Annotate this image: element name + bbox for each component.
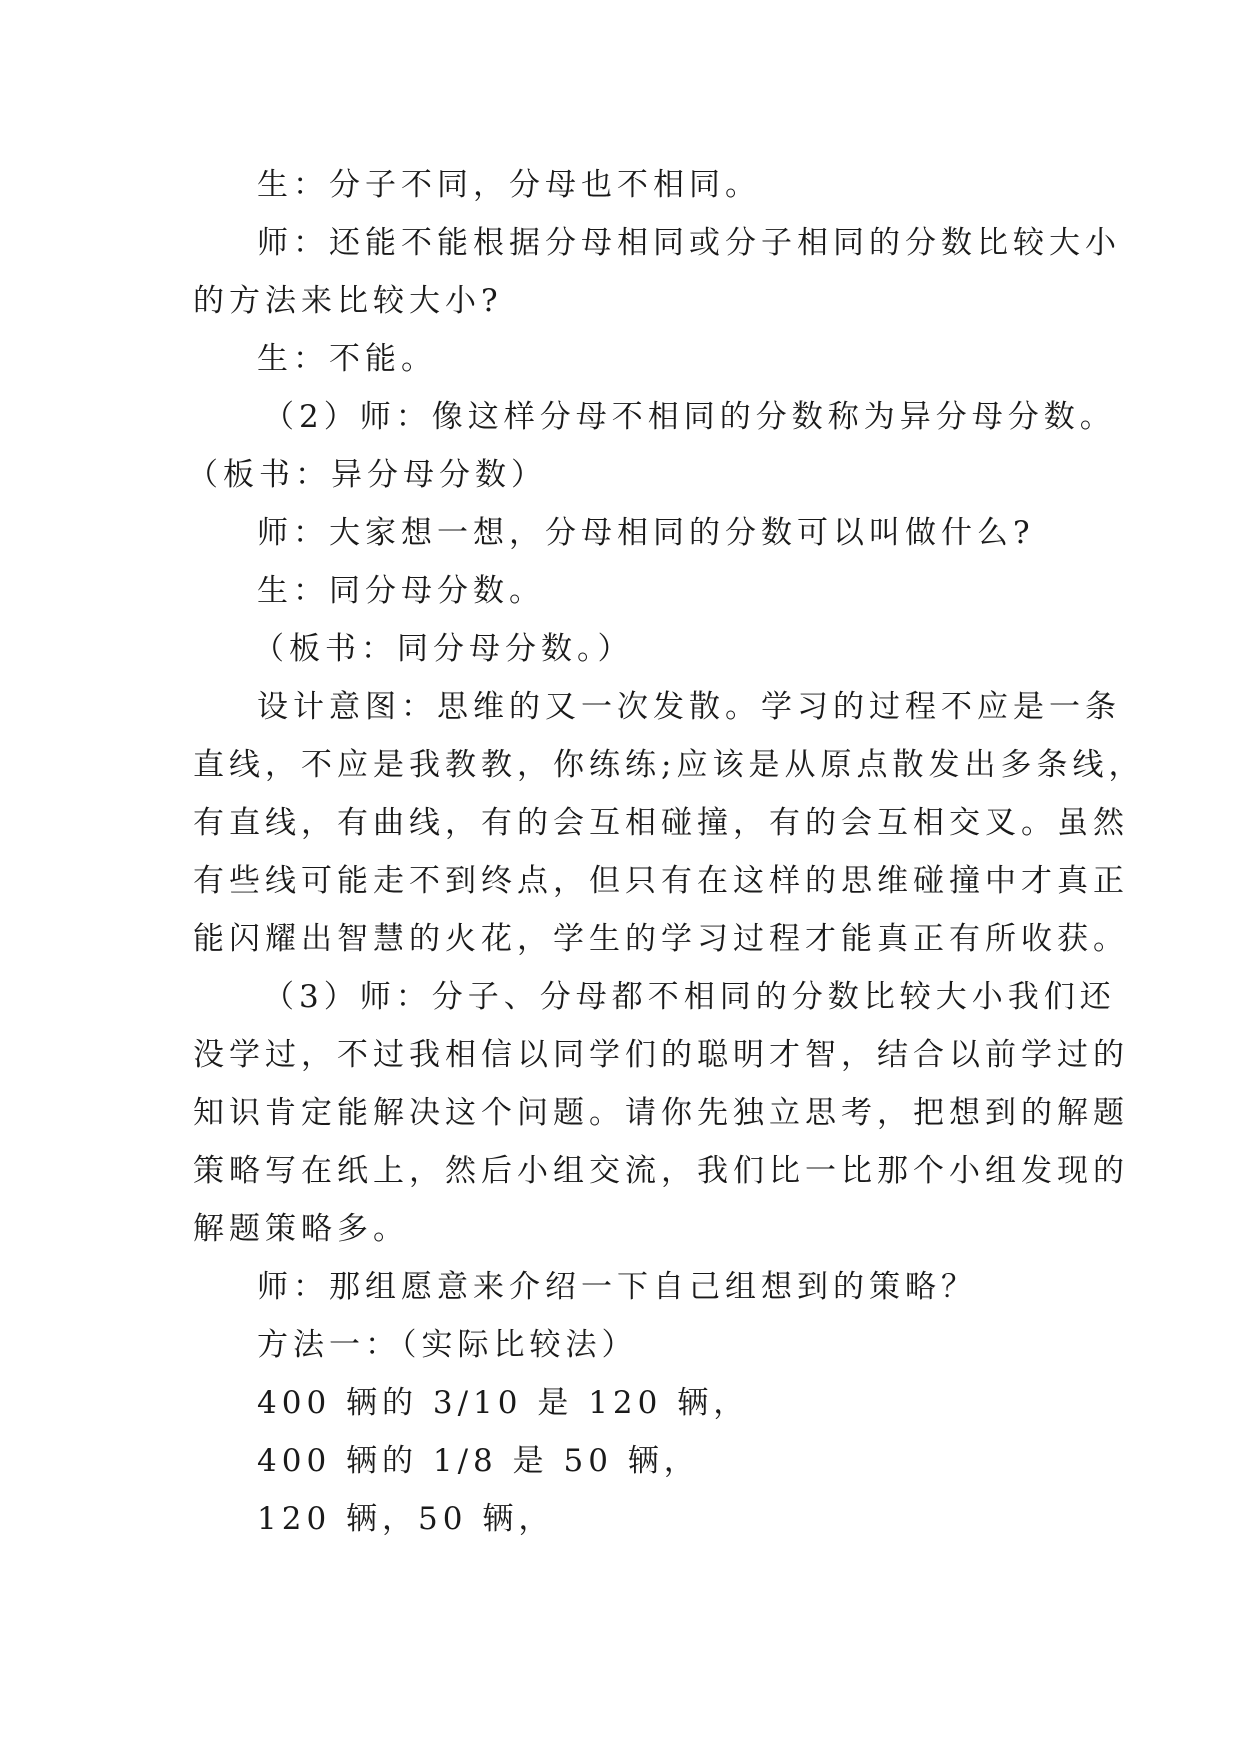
- paragraph-line: 生：不能。: [257, 341, 437, 377]
- paragraph-line: 方法一：（实际比较法）: [257, 1327, 638, 1363]
- paragraph-line: 设计意图：思维的又一次发散。学习的过程不应是一条: [257, 689, 1121, 725]
- paragraph-line: 120 辆，50 辆，: [257, 1501, 555, 1537]
- paragraph-line: 策略写在纸上，然后小组交流，我们比一比那个小组发现的: [193, 1153, 1129, 1189]
- paragraph-line: 能闪耀出智慧的火花，学生的学习过程才能真正有所收获。: [193, 921, 1129, 957]
- paragraph-line: 知识肯定能解决这个问题。请你先独立思考，把想到的解题: [193, 1095, 1129, 1131]
- paragraph-line: 师：那组愿意来介绍一下自己组想到的策略？: [257, 1269, 977, 1305]
- paragraph-line: （3）师：分子、分母都不相同的分数比较大小我们还: [263, 979, 1116, 1015]
- paragraph-line: 没学过，不过我相信以同学们的聪明才智，结合以前学过的: [193, 1037, 1129, 1073]
- paragraph-line: 有直线，有曲线，有的会互相碰撞，有的会互相交叉。虽然: [193, 805, 1129, 841]
- paragraph-line: （板书：同分母分数。）: [253, 631, 634, 667]
- paragraph-line: 400 辆的 3/10 是 120 辆，: [257, 1385, 750, 1421]
- paragraph-line: （2）师：像这样分母不相同的分数称为异分母分数。: [263, 399, 1116, 435]
- paragraph-line: 师：还能不能根据分母相同或分子相同的分数比较大小: [257, 225, 1121, 261]
- paragraph-line: 生：分子不同，分母也不相同。: [257, 167, 761, 203]
- paragraph-line: 生：同分母分数。: [257, 573, 545, 609]
- paragraph-line: （板书：异分母分数）: [187, 457, 547, 493]
- paragraph-line: 有些线可能走不到终点，但只有在这样的思维碰撞中才真正: [193, 863, 1129, 899]
- paragraph-line: 直线，不应是我教教，你练练;应该是从原点散发出多条线，: [193, 747, 1145, 783]
- paragraph-line: 师：大家想一想，分母相同的分数可以叫做什么?: [257, 515, 1035, 551]
- paragraph-line: 400 辆的 1/8 是 50 辆，: [257, 1443, 700, 1479]
- paragraph-line: 解题策略多。: [193, 1211, 409, 1247]
- document-body: [187, 156, 1145, 1548]
- paragraph-line: 的方法来比较大小?: [193, 283, 503, 319]
